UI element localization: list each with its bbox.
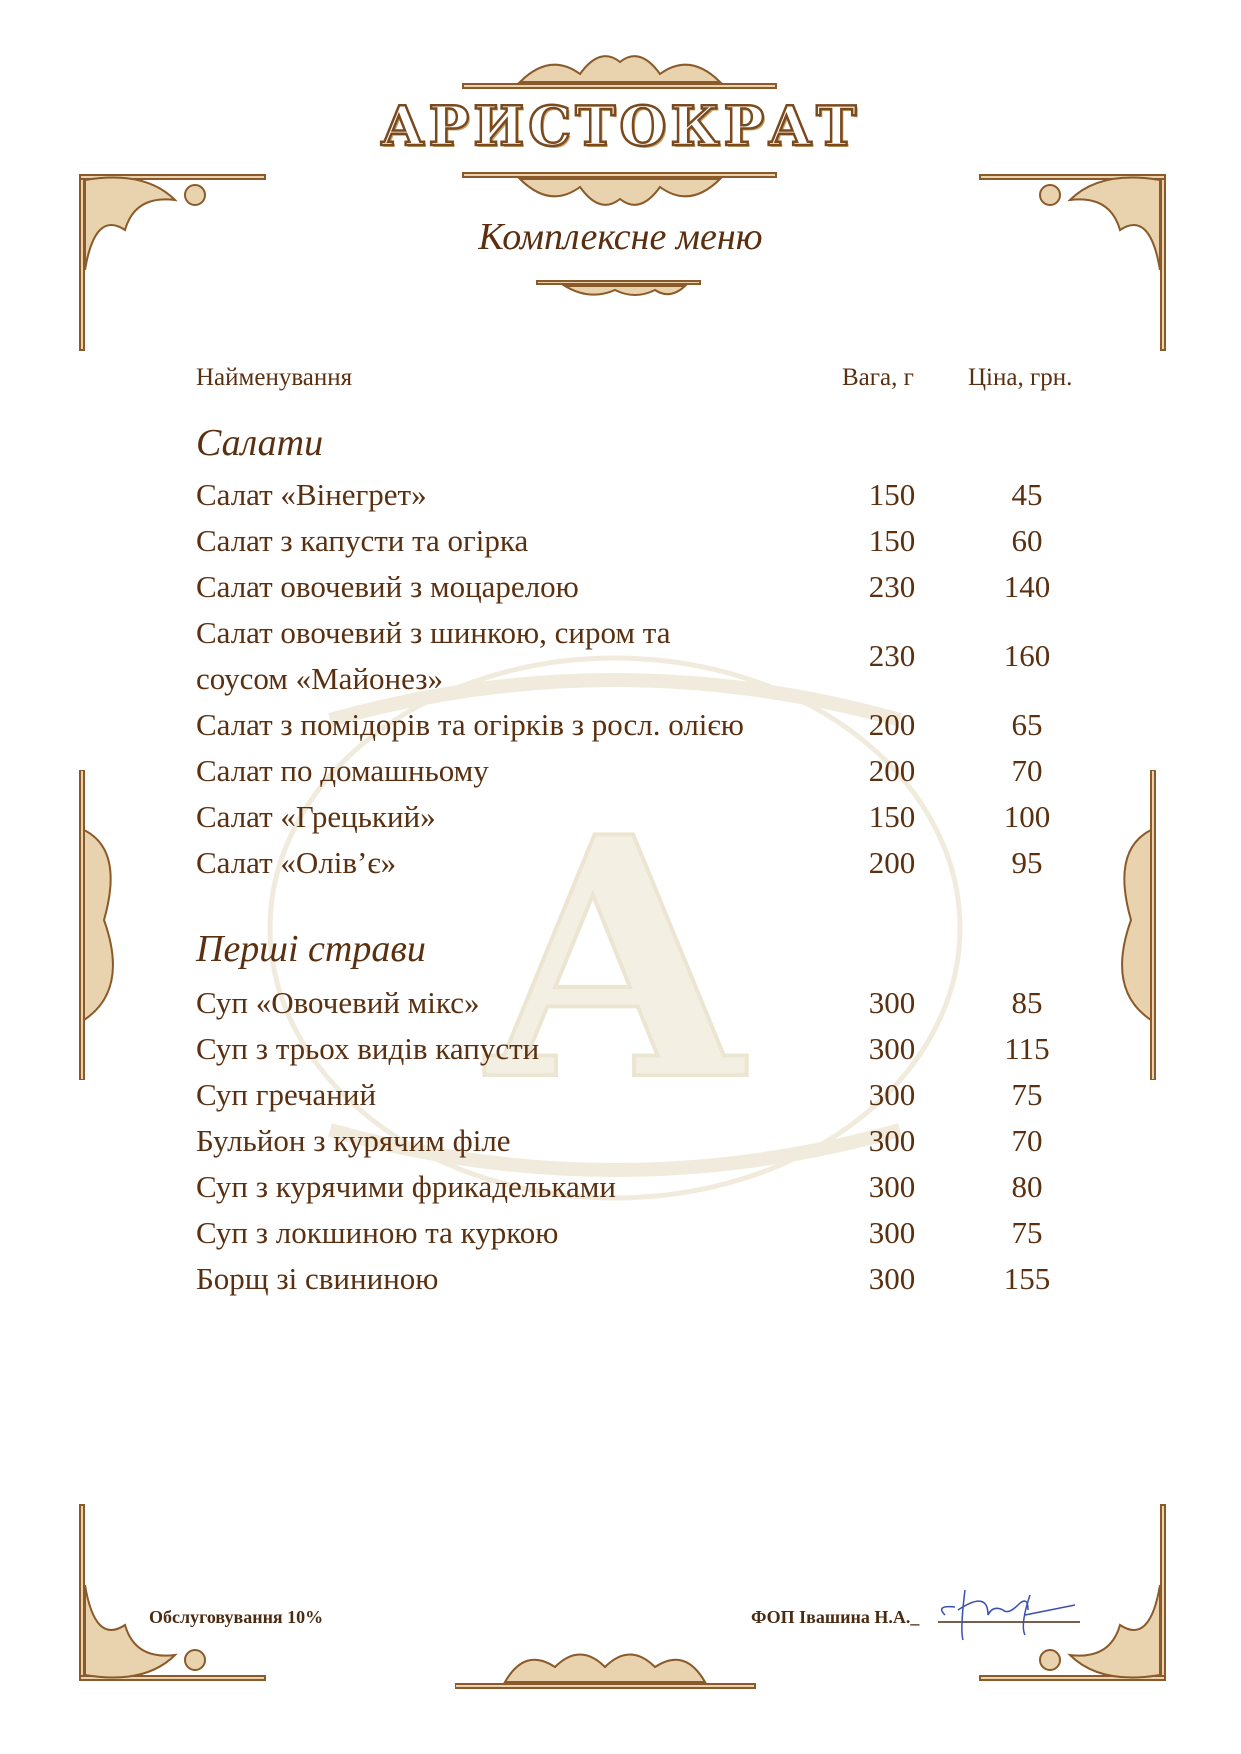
item-name: Борщ зі свининою <box>196 1261 439 1296</box>
menu-item <box>196 472 1096 518</box>
item-price: 60 <box>1011 523 1043 558</box>
item-price: 140 <box>1003 569 1051 604</box>
item-name: Суп «Овочевий мікс» <box>196 985 480 1020</box>
item-price: 95 <box>1011 845 1043 880</box>
svg-text:A: A <box>486 765 744 1153</box>
menu-item <box>196 748 1096 794</box>
item-price: 45 <box>1011 477 1043 512</box>
footer-ornament <box>455 1640 775 1700</box>
menu-item <box>196 1072 1096 1118</box>
item-weight: 150 <box>868 477 916 512</box>
menu-item <box>196 518 1096 564</box>
item-weight: 300 <box>868 1261 916 1296</box>
column-header-price: Ціна, грн. <box>968 364 1073 391</box>
item-weight: 200 <box>868 707 916 742</box>
menu-item <box>196 794 1096 840</box>
item-name: Бульйон з курячим філе <box>196 1123 511 1158</box>
menu-item <box>196 1256 1096 1302</box>
item-weight: 150 <box>868 523 916 558</box>
item-price: 85 <box>1011 985 1043 1020</box>
menu-item <box>196 702 1096 748</box>
item-price: 100 <box>1003 799 1051 834</box>
section-title: Перші страви <box>196 928 426 970</box>
item-name: Салат «Олів’є» <box>196 845 397 880</box>
menu-item <box>196 840 1096 886</box>
item-name: Салат з помідорів та огірків з росл. олією <box>196 707 744 742</box>
menu-item <box>196 980 1096 1026</box>
column-header-weight: Вага, г <box>842 364 914 391</box>
item-name: Салат з капусти та огірка <box>196 523 529 558</box>
item-name: Салат «Вінегрет» <box>196 477 427 512</box>
signature-line: _ <box>910 1607 920 1627</box>
item-weight: 300 <box>868 1077 916 1112</box>
section-title: Салати <box>196 422 324 464</box>
side-ornament-left <box>75 770 125 1080</box>
item-weight: 300 <box>868 985 916 1020</box>
item-price: 75 <box>1011 1077 1043 1112</box>
item-price: 115 <box>1004 1031 1050 1066</box>
item-name: Салат овочевий з шинкою, сиром та <box>196 615 671 650</box>
menu-item <box>196 1210 1096 1256</box>
service-charge: Обслуговування 10% <box>149 1607 324 1627</box>
item-weight: 150 <box>868 799 916 834</box>
item-name: Суп з трьох видів капусти <box>196 1031 540 1066</box>
item-weight: 300 <box>868 1215 916 1250</box>
item-weight: 230 <box>868 569 916 604</box>
item-price: 65 <box>1011 707 1043 742</box>
brand-logo: АРИСТОКРАТ <box>380 94 861 158</box>
menu-item <box>196 610 1096 702</box>
item-weight: 300 <box>868 1031 916 1066</box>
item-weight: 200 <box>868 845 916 880</box>
item-price: 80 <box>1011 1169 1043 1204</box>
menu-item <box>196 1164 1096 1210</box>
item-price: 70 <box>1011 753 1043 788</box>
corner-ornament-top-left <box>75 165 275 355</box>
menu-item <box>196 1026 1096 1072</box>
item-name-continued: соусом «Майонез» <box>196 661 444 696</box>
item-price: 70 <box>1011 1123 1043 1158</box>
column-header-name: Найменування <box>196 364 353 391</box>
item-name: Салат по домашньому <box>196 753 489 788</box>
item-weight: 200 <box>868 753 916 788</box>
corner-ornament-bottom-left <box>75 1500 275 1690</box>
item-price: 75 <box>1011 1215 1043 1250</box>
item-weight: 230 <box>868 638 916 673</box>
item-price: 155 <box>1003 1261 1051 1296</box>
side-ornament-right <box>1110 770 1160 1080</box>
owner-label: ФОП Івашина Н.А. <box>751 1607 911 1627</box>
item-name: Салат «Грецький» <box>196 799 436 834</box>
owner-name <box>751 1607 919 1628</box>
item-name: Суп з локшиною та куркою <box>196 1215 559 1250</box>
item-price: 160 <box>1003 638 1051 673</box>
item-weight: 300 <box>868 1169 916 1204</box>
menu-title: Комплексне меню <box>478 216 763 258</box>
item-name: Салат овочевий з моцарелою <box>196 569 579 604</box>
item-name: Суп гречаний <box>196 1077 377 1112</box>
item-name: Суп з курячими фрикадельками <box>196 1169 616 1204</box>
item-weight: 300 <box>868 1123 916 1158</box>
menu-item <box>196 1118 1096 1164</box>
corner-ornament-top-right <box>970 165 1170 355</box>
signature <box>930 1580 1090 1650</box>
menu-item <box>196 564 1096 610</box>
